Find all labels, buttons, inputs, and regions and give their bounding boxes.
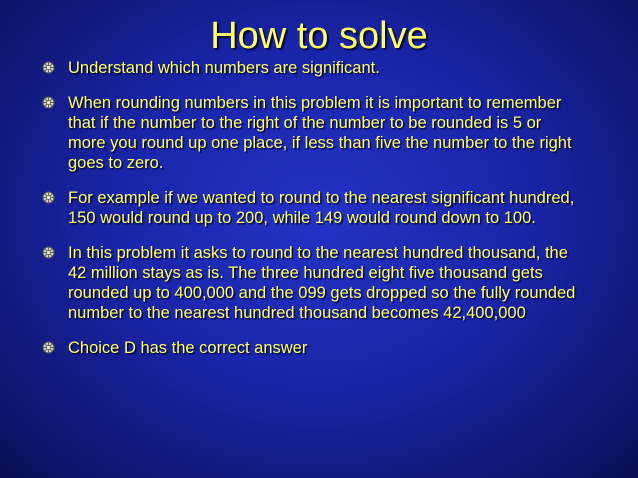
ball-bullet-icon — [42, 191, 55, 204]
bullet-item — [42, 338, 582, 358]
bullet-text: For example if we wanted to round to the nearest significant hundred, 150 would round up to 200, while 149 would round down to 100. — [68, 189, 575, 227]
bullet-item — [42, 243, 582, 323]
ball-bullet-icon — [42, 96, 55, 109]
ball-bullet-icon — [42, 61, 55, 74]
bullet-text: In this problem it asks to round to the nearest hundred thousand, the 42 million stays as is. The three hundred eight five thousand gets rounded up to 400,000 and the 099 gets dropped so the fully rounded number to the nearest hundred thousand becomes 42,400,000 — [68, 244, 576, 322]
ball-bullet-icon — [42, 246, 55, 259]
bullet-text: When rounding numbers in this problem it is important to remember that if the number to the right of the number to be rounded is 5 or more you round up one place, if less than five the number to the right goes to zero. — [68, 94, 572, 172]
bullet-item — [42, 93, 582, 173]
bullet-text: Understand which numbers are significant. — [68, 59, 380, 77]
bullet-list — [42, 58, 582, 373]
bullet-text: Choice D has the correct answer — [68, 339, 308, 357]
slide-title: How to solve — [210, 15, 428, 57]
bullet-item — [42, 58, 582, 78]
bullet-item — [42, 188, 582, 228]
ball-bullet-icon — [42, 341, 55, 354]
